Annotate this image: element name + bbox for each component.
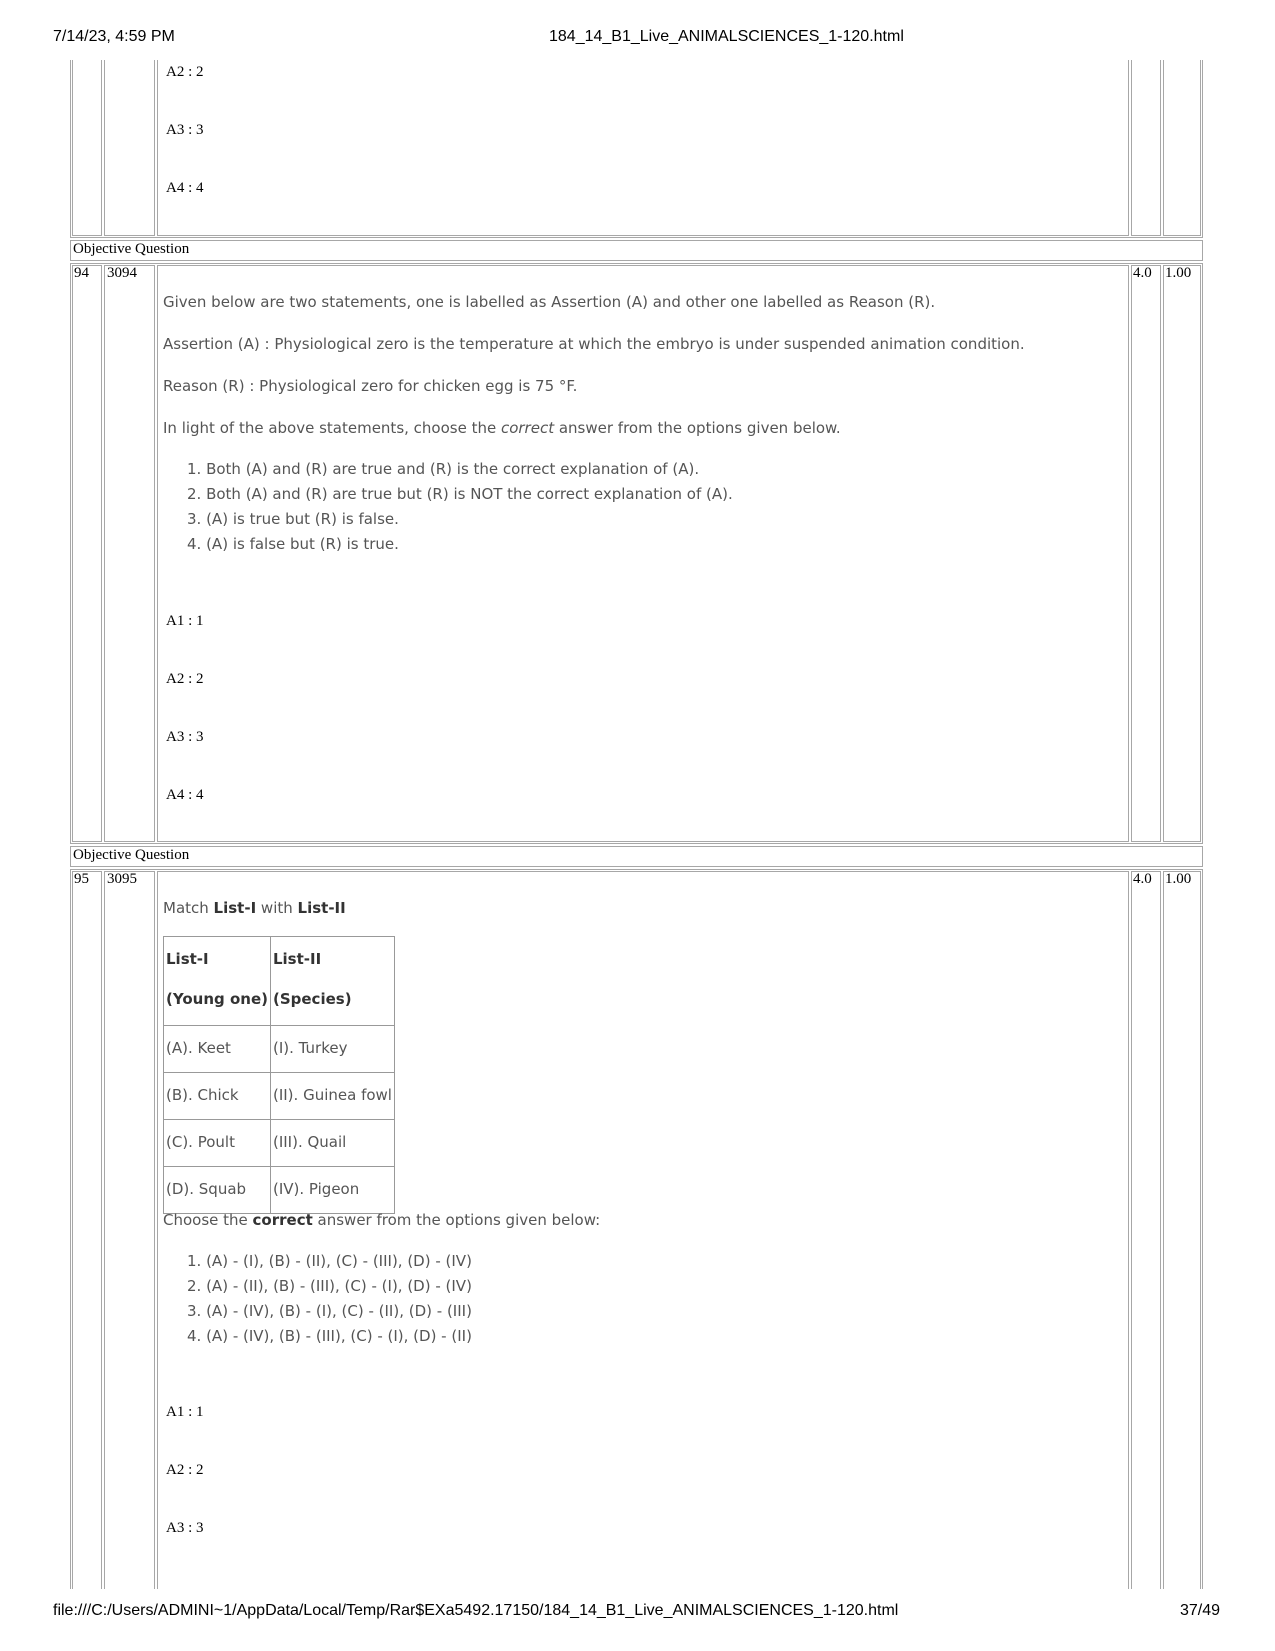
prev-negative-cell (1163, 60, 1201, 236)
question-id: 3095 (107, 871, 137, 887)
prev-marks-cell (1131, 60, 1161, 236)
match-table-header-cell: List-II (Species) (270, 937, 394, 1026)
print-file-path: file:///C:/Users/ADMINI~1/AppData/Local/Temp/Rar$EXa5492.17150/184_14_B1_Live_ANIMALSCIENCES_1-120.html (53, 1602, 899, 1619)
match-table-cell: (B). Chick (164, 1073, 271, 1120)
match-table-cell: (I). Turkey (270, 1026, 394, 1073)
answer-option: A2 : 2 (166, 64, 204, 80)
question-serial: 94 (74, 265, 89, 281)
question-id-cell (104, 265, 155, 842)
marks-cell (1131, 871, 1161, 1589)
answer-option: A3 : 3 (166, 729, 204, 745)
option-item: 2. Both (A) and (R) are true but (R) is NOT the correct explanation of (A). (187, 485, 733, 503)
question-marks: 4.0 (1133, 871, 1152, 887)
option-item: 1. (A) - (I), (B) - (II), (C) - (III), (D) - (IV) (187, 1252, 472, 1270)
match-table-header-cell: List-I (Young one) (164, 937, 271, 1026)
print-page-number: 37/49 (1180, 1602, 1221, 1619)
prev-id-cell (104, 60, 155, 236)
question-intro: Given below are two statements, one is labelled as Assertion (A) and other one labelled as Reason (R). (163, 293, 936, 311)
answer-option: A4 : 4 (166, 787, 204, 803)
match-table-cell: (A). Keet (164, 1026, 271, 1073)
section-label: Objective Question (73, 847, 190, 863)
question-negative-marks: 1.00 (1165, 871, 1192, 887)
match-table-row (164, 1120, 395, 1167)
answer-option: A2 : 2 (166, 671, 204, 687)
question-prompt: Choose the correct answer from the options given below: (163, 1211, 601, 1229)
match-instruction: Match List-I with List-II (163, 899, 346, 917)
match-table-row (164, 1167, 395, 1214)
match-table-cell: (III). Quail (270, 1120, 394, 1167)
print-page-title: 184_14_B1_Live_ANIMALSCIENCES_1-120.html (549, 28, 904, 45)
reason-statement: Reason (R) : Physiological zero for chicken egg is 75 °F. (163, 377, 578, 395)
prev-content-cell (157, 60, 1129, 236)
match-table-cell: (IV). Pigeon (270, 1167, 394, 1214)
question-negative-marks: 1.00 (1165, 265, 1192, 281)
option-item: 4. (A) is false but (R) is true. (187, 535, 399, 553)
negative-marks-cell (1163, 871, 1201, 1589)
print-datetime: 7/14/23, 4:59 PM (53, 28, 175, 45)
question-marks: 4.0 (1133, 265, 1152, 281)
match-table-row (164, 1073, 395, 1120)
section-label-row (70, 846, 1203, 867)
question-id: 3094 (107, 265, 137, 281)
question-id-cell (104, 871, 155, 1589)
option-item: 1. Both (A) and (R) are true and (R) is the correct explanation of (A). (187, 460, 700, 478)
match-table-cell: (II). Guinea fowl (270, 1073, 394, 1120)
answer-option: A1 : 1 (166, 1404, 204, 1420)
negative-marks-cell (1163, 265, 1201, 842)
match-table-cell: (C). Poult (164, 1120, 271, 1167)
prev-serial-cell (72, 60, 102, 236)
question-prompt: In light of the above statements, choose the correct answer from the options given below. (163, 419, 841, 437)
question-serial: 95 (74, 871, 89, 887)
match-table-cell: (D). Squab (164, 1167, 271, 1214)
answer-option: A1 : 1 (166, 613, 204, 629)
match-table-header-row (164, 937, 395, 1026)
answer-option: A4 : 4 (166, 180, 204, 196)
option-item: 2. (A) - (II), (B) - (III), (C) - (I), (D) - (IV) (187, 1277, 472, 1295)
option-item: 4. (A) - (IV), (B) - (III), (C) - (I), (D) - (II) (187, 1327, 472, 1345)
option-item: 3. (A) - (IV), (B) - (I), (C) - (II), (D) - (III) (187, 1302, 472, 1320)
answer-option: A2 : 2 (166, 1462, 204, 1478)
section-label-row (70, 240, 1203, 261)
answer-option: A3 : 3 (166, 122, 204, 138)
serial-cell (72, 871, 102, 1589)
assertion-statement: Assertion (A) : Physiological zero is the temperature at which the embryo is under suspended animation condition. (163, 335, 1025, 353)
match-table-row (164, 1026, 395, 1073)
option-item: 3. (A) is true but (R) is false. (187, 510, 399, 528)
match-list-table (163, 936, 395, 1214)
answer-option: A3 : 3 (166, 1520, 204, 1536)
section-label: Objective Question (73, 241, 190, 257)
marks-cell (1131, 265, 1161, 842)
serial-cell (72, 265, 102, 842)
